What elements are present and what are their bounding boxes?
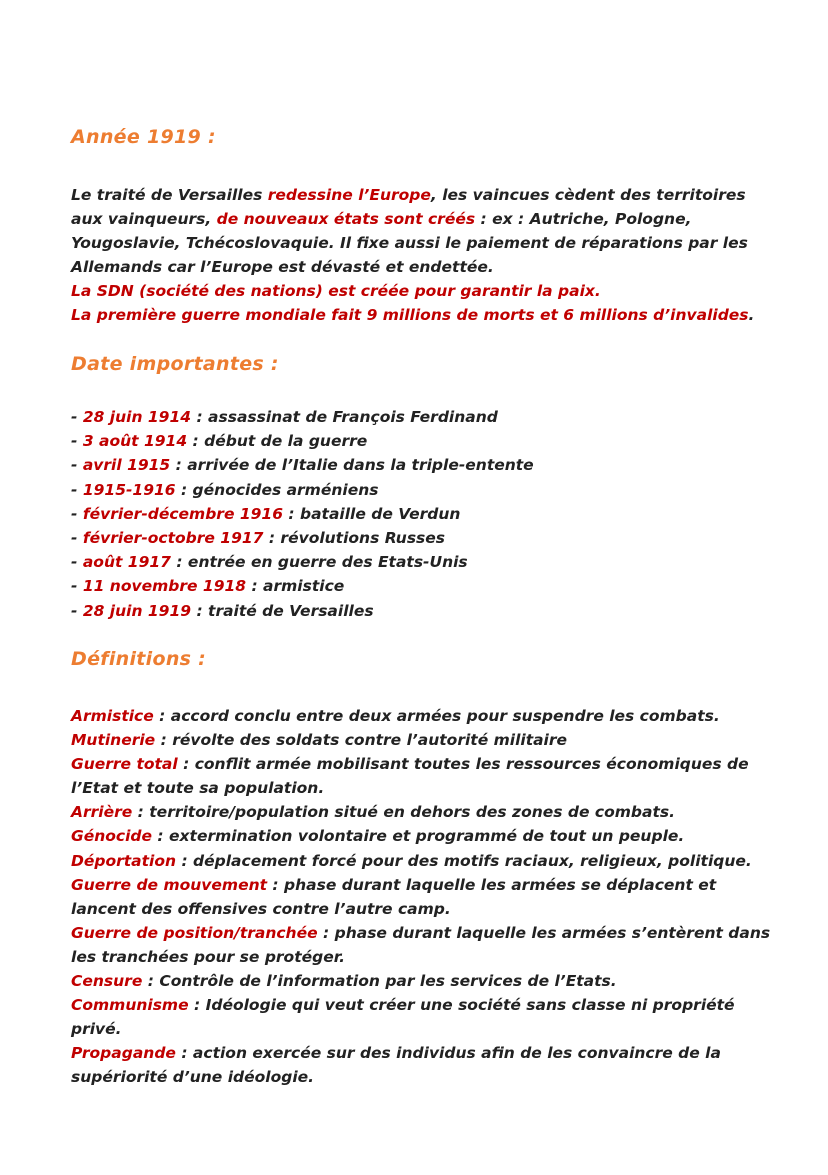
definition-term: Guerre de position/tranchée — [71, 923, 318, 942]
date-description: : armistice — [246, 577, 345, 596]
definition-term: Guerre total — [71, 755, 178, 774]
text-span: . — [748, 306, 755, 324]
highlight-span: La première guerre mondiale fait 9 millions de morts et 6 millions d’invalides — [71, 306, 749, 324]
date-list-item — [71, 599, 771, 623]
definition-term: Génocide — [71, 827, 153, 846]
highlight-span: redessine l’Europe — [267, 186, 431, 204]
date-list-item — [71, 502, 771, 526]
date-list-item — [71, 429, 771, 453]
date-description: : révolutions Russes — [263, 529, 446, 548]
highlight-span: de nouveaux états sont créés — [216, 210, 476, 228]
definition-item — [71, 849, 771, 873]
date-label: février-octobre 1917 — [82, 529, 264, 548]
definition-term: Arrière — [71, 803, 133, 822]
definition-item — [71, 824, 771, 848]
list-dash: - — [71, 480, 83, 499]
section-title-dates: Date importantes : — [71, 353, 279, 375]
definition-item — [71, 873, 771, 921]
definition-text: : Idéologie qui veut créer une société sans classe ni propriété privé. — [71, 996, 735, 1039]
definition-text: : extermination volontaire et programmé de tout un peuple. — [152, 827, 685, 846]
date-list-item — [71, 526, 771, 550]
versailles-paragraph — [71, 183, 771, 279]
highlight-span: La SDN — [71, 282, 134, 300]
definition-item — [71, 752, 771, 800]
dates-list — [71, 405, 771, 623]
date-description: : arrivée de l’Italie dans la triple-entente — [170, 456, 534, 475]
list-dash: - — [71, 432, 83, 451]
date-list-item — [71, 478, 771, 502]
list-dash: - — [71, 408, 83, 426]
list-dash: - — [71, 553, 83, 572]
date-label: août 1917 — [82, 553, 171, 572]
definitions-list — [71, 704, 771, 1090]
date-label: avril 1915 — [82, 456, 171, 475]
list-dash: - — [71, 504, 83, 523]
text-span: Le traité de Versailles — [71, 186, 268, 204]
definition-text: : révolte des soldats contre l’autorité militaire — [155, 731, 568, 750]
text-span: : ex : Autriche, Pologne, Yougoslavie, Tchécoslovaquie. Il fixe aussi le paiement de réparations par les Allemands car l’Europe est dévasté et endettée. — [71, 210, 748, 276]
annee-1919-paragraph — [71, 183, 771, 327]
definition-text: : territoire/population situé en dehors des zones de combats. — [132, 803, 675, 822]
definition-term: Armistice — [71, 707, 154, 725]
date-description: : traité de Versailles — [191, 601, 374, 620]
list-dash: - — [71, 577, 83, 596]
text-span: , les vaincues cèdent des territoires aux vainqueurs, — [71, 186, 746, 228]
definition-item — [71, 921, 771, 969]
definition-item — [71, 704, 771, 728]
definition-item — [71, 993, 771, 1041]
definition-term: Propagande — [71, 1044, 176, 1063]
list-dash: - — [71, 529, 83, 548]
date-label: 11 novembre 1918 — [82, 577, 247, 596]
definition-term: Communisme — [71, 996, 189, 1015]
definition-text: : conflit armée mobilisant toutes les ressources économiques de l’Etat et toute sa population. — [71, 755, 749, 798]
definition-item — [71, 1041, 771, 1089]
date-description: : entrée en guerre des Etats-Unis — [170, 553, 468, 572]
date-list-item — [71, 453, 771, 477]
date-label: février-décembre 1916 — [82, 504, 283, 523]
definition-text: : Contrôle de l’information par les services de l’Etats. — [142, 972, 617, 991]
definition-term: Déportation — [71, 851, 177, 870]
date-list-item — [71, 405, 771, 429]
date-description: : génocides arméniens — [175, 480, 379, 499]
date-list-item — [71, 574, 771, 598]
definition-text: : déplacement forcé pour des motifs raciaux, religieux, politique. — [176, 851, 752, 870]
definition-term: Guerre de mouvement — [71, 875, 268, 894]
date-description: : bataille de Verdun — [283, 504, 461, 523]
date-label: 1915-1916 — [82, 480, 176, 499]
date-description: : assassinat de François Ferdinand — [191, 408, 498, 426]
date-label: 28 juin 1914 — [82, 408, 192, 426]
definition-item — [71, 728, 771, 752]
list-dash: - — [71, 601, 83, 620]
definition-item — [71, 969, 771, 993]
definition-text: : phase durant laquelle les armées se déplacent et lancent des offensives contre l’autre camp. — [71, 875, 717, 918]
date-label: 28 juin 1919 — [82, 601, 192, 620]
date-label: 3 août 1914 — [82, 432, 188, 451]
definition-term: Mutinerie — [71, 731, 156, 750]
section-title-definitions: Définitions : — [71, 648, 207, 670]
sdn-paragraph — [71, 279, 771, 303]
definition-item — [71, 800, 771, 824]
definition-term: Censure — [71, 972, 143, 991]
war-casualties-paragraph — [71, 303, 771, 327]
definition-text: : phase durant laquelle les armées s’entèrent dans les tranchées pour se protéger. — [71, 923, 771, 966]
section-title-annee-1919: Année 1919 : — [71, 126, 216, 148]
highlight-span: (société des nations) est créée pour garantir la paix. — [133, 282, 601, 300]
definition-text: : accord conclu entre deux armées pour suspendre les combats. — [153, 707, 720, 725]
date-description: : début de la guerre — [187, 432, 368, 451]
date-list-item — [71, 550, 771, 574]
definition-text: : action exercée sur des individus afin de les convaincre de la supériorité d’une idéologie. — [71, 1044, 721, 1087]
list-dash: - — [71, 456, 83, 475]
